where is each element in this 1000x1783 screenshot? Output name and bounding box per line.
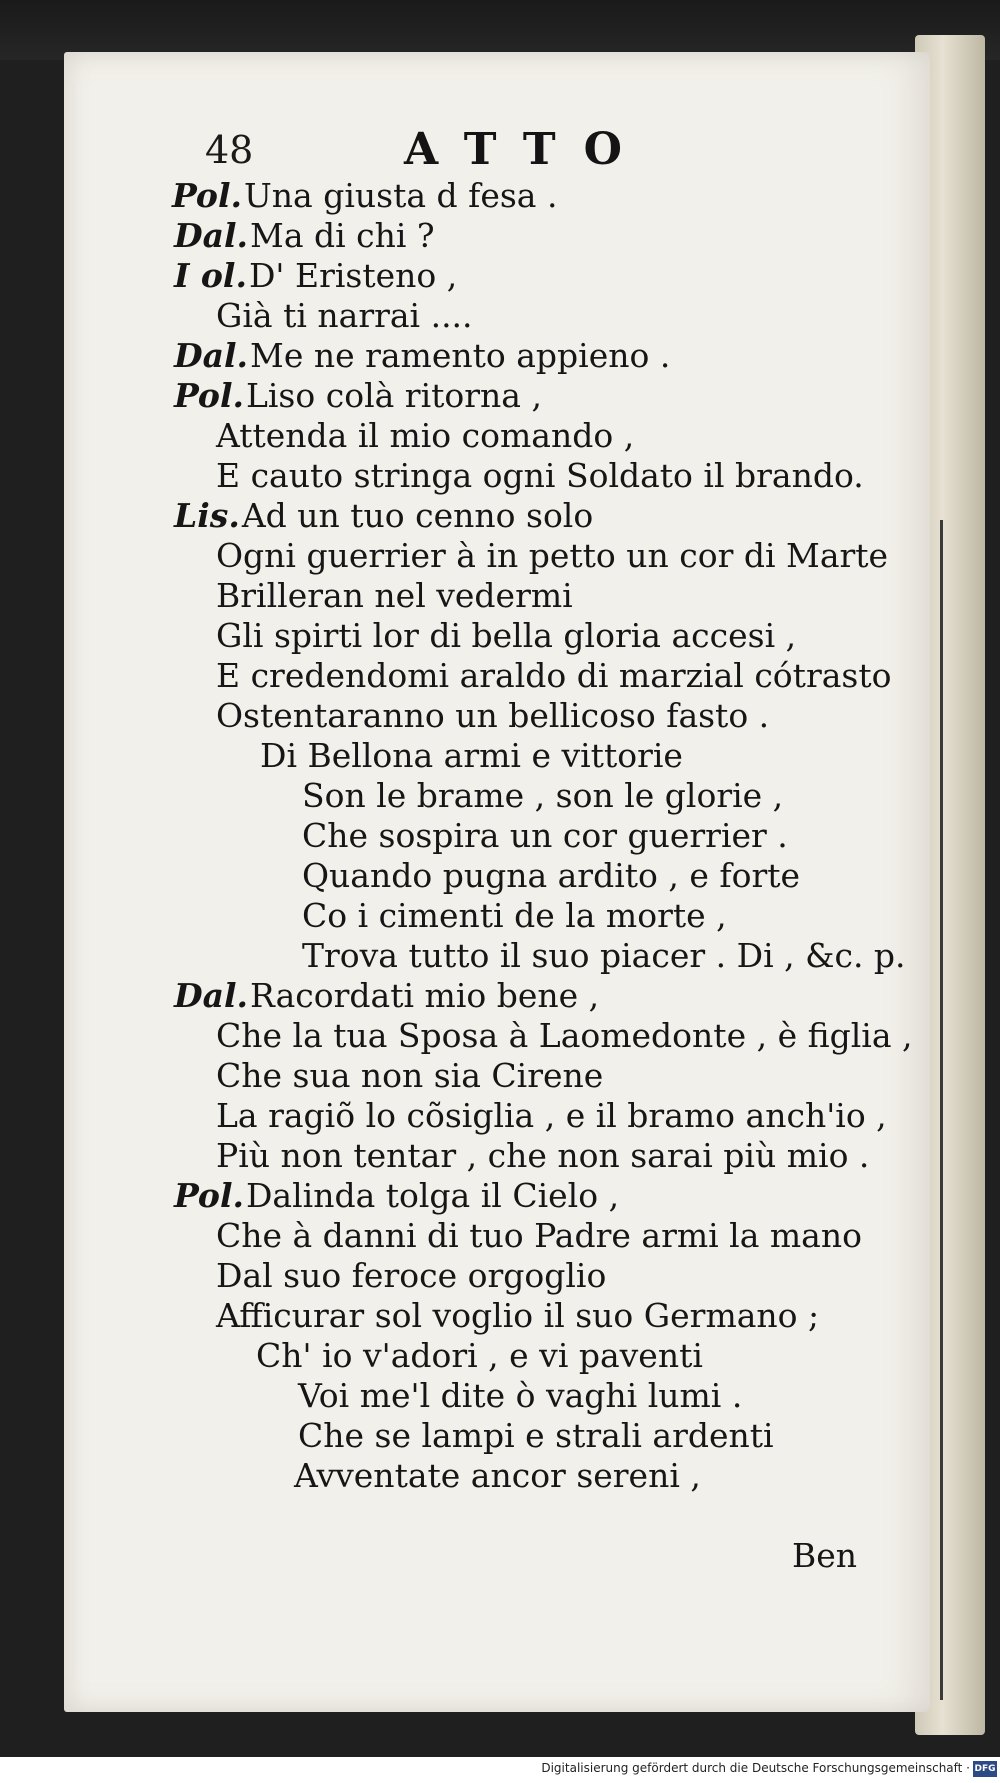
speaker-label: Lis. bbox=[174, 496, 240, 535]
speaker-label: I ol. bbox=[174, 256, 247, 295]
verse-line bbox=[296, 1416, 774, 1456]
verse-line-text: Co i cimenti de la morte , bbox=[302, 896, 727, 935]
speaker-label: Pol. bbox=[174, 1176, 244, 1215]
verse-line-text: Voi me'l dite ò vaghi lumi . bbox=[298, 1376, 743, 1415]
verse-line-text: E cauto stringa ogni Soldato il brando. bbox=[216, 456, 864, 495]
verse-line-text: Già ti narrai .... bbox=[216, 296, 473, 335]
speaker-label: Pol. bbox=[174, 376, 244, 415]
verse-line-text: Liso colà ritorna , bbox=[245, 376, 542, 415]
verse-line-text: Gli spirti lor di bella gloria accesi , bbox=[216, 616, 797, 655]
verse-line bbox=[214, 696, 769, 736]
verse-line bbox=[292, 1456, 701, 1496]
verse-line-text: Avventate ancor sereni , bbox=[294, 1456, 701, 1495]
funding-credit: Digitalisierung gefördert durch die Deutsche Forschungsgemeinschaft · bbox=[541, 1761, 970, 1775]
verse-line bbox=[172, 176, 557, 216]
running-head: ATTO bbox=[404, 124, 650, 175]
verse-line bbox=[174, 496, 593, 536]
verse-line bbox=[214, 616, 796, 656]
verse-line-text: Dal suo feroce orgoglio bbox=[216, 1256, 607, 1295]
verse-line-text: Trova tutto il suo piacer . Di , &c. p. bbox=[302, 936, 906, 975]
verse-line-text: Dalinda tolga il Cielo , bbox=[245, 1176, 620, 1215]
verse-line bbox=[214, 1016, 912, 1056]
verse-line bbox=[300, 776, 783, 816]
verse-line bbox=[214, 656, 891, 696]
page-shadow-edge bbox=[940, 520, 943, 1700]
verse-line-text: Che à danni di tuo Padre armi la mano bbox=[216, 1216, 862, 1255]
page-number: 48 bbox=[205, 128, 254, 172]
verse-line-text: Ogni guerrier à in petto un cor di Marte bbox=[216, 536, 889, 575]
verse-line-text: Ostentaranno un bellicoso fasto . bbox=[216, 696, 770, 735]
verse-line-text: Attenda il mio comando , bbox=[216, 416, 635, 455]
speaker-label: Dal. bbox=[174, 336, 249, 375]
verse-line bbox=[174, 976, 599, 1016]
verse-line bbox=[174, 336, 670, 376]
verse-line bbox=[300, 856, 800, 896]
verse-line bbox=[214, 296, 473, 336]
verse-line bbox=[300, 936, 906, 976]
dfg-logo: DFG bbox=[973, 1761, 997, 1777]
verse-line-text: Che sospira un cor guerrier . bbox=[302, 816, 788, 855]
verse-line bbox=[174, 216, 435, 256]
verse-line-text: E credendomi araldo di marzial cótrasto bbox=[216, 656, 892, 695]
verse-line-text: Che se lampi e strali ardenti bbox=[298, 1416, 774, 1455]
verse-line-text: Ch' io v'adori , e vi paventi bbox=[256, 1336, 703, 1375]
catchword: Ben bbox=[792, 1536, 858, 1575]
verse-line-text: Che la tua Sposa à Laomedonte , è figlia , bbox=[216, 1016, 913, 1055]
verse-line bbox=[300, 816, 788, 856]
verse-line-text: Son le brame , son le glorie , bbox=[302, 776, 784, 815]
verse-line bbox=[214, 1256, 606, 1296]
verse-line bbox=[214, 1096, 887, 1136]
verse-line bbox=[214, 416, 634, 456]
verse-line bbox=[300, 896, 727, 936]
verse-line-text: Una giusta d fesa . bbox=[243, 176, 558, 215]
verse-line bbox=[214, 1296, 819, 1336]
verse-line bbox=[258, 736, 683, 776]
verse-line-text: D' Eristeno , bbox=[248, 256, 458, 295]
verse-line-text: Afficurar sol voglio il suo Germano ; bbox=[216, 1296, 820, 1335]
verse-line-text: La ragiõ lo cõsiglia , e il bramo anch'io , bbox=[216, 1096, 887, 1135]
verse-line bbox=[174, 256, 457, 296]
verse-line bbox=[214, 576, 573, 616]
verse-line bbox=[214, 456, 864, 496]
verse-line-text: Quando pugna ardito , e forte bbox=[302, 856, 801, 895]
speaker-label: Dal. bbox=[174, 216, 249, 255]
verse-line-text: Brilleran nel vedermi bbox=[216, 576, 573, 615]
verse-line-text: Me ne ramento appieno . bbox=[250, 336, 671, 375]
verse-line bbox=[214, 1056, 603, 1096]
verse-line-text: Ma di chi ? bbox=[250, 216, 435, 255]
digitization-footer bbox=[0, 1757, 1000, 1783]
verse-line bbox=[254, 1336, 703, 1376]
speaker-label: Pol. bbox=[172, 176, 242, 215]
speaker-label: Dal. bbox=[174, 976, 249, 1015]
verse-line-text: Di Bellona armi e vittorie bbox=[260, 736, 683, 775]
verse-line-text: Più non tentar , che non sarai più mio . bbox=[216, 1136, 870, 1175]
verse-line bbox=[214, 1216, 862, 1256]
verse-line-text: Racordati mio bene , bbox=[250, 976, 600, 1015]
verse-line bbox=[296, 1376, 742, 1416]
verse-line-text: Che sua non sia Cirene bbox=[216, 1056, 604, 1095]
verse-line-text: Ad un tuo cenno solo bbox=[241, 496, 594, 535]
verse-line bbox=[214, 536, 888, 576]
verse-line bbox=[174, 376, 542, 416]
verse-line bbox=[214, 1136, 869, 1176]
verse-line bbox=[174, 1176, 619, 1216]
dark-backdrop bbox=[0, 0, 1000, 60]
